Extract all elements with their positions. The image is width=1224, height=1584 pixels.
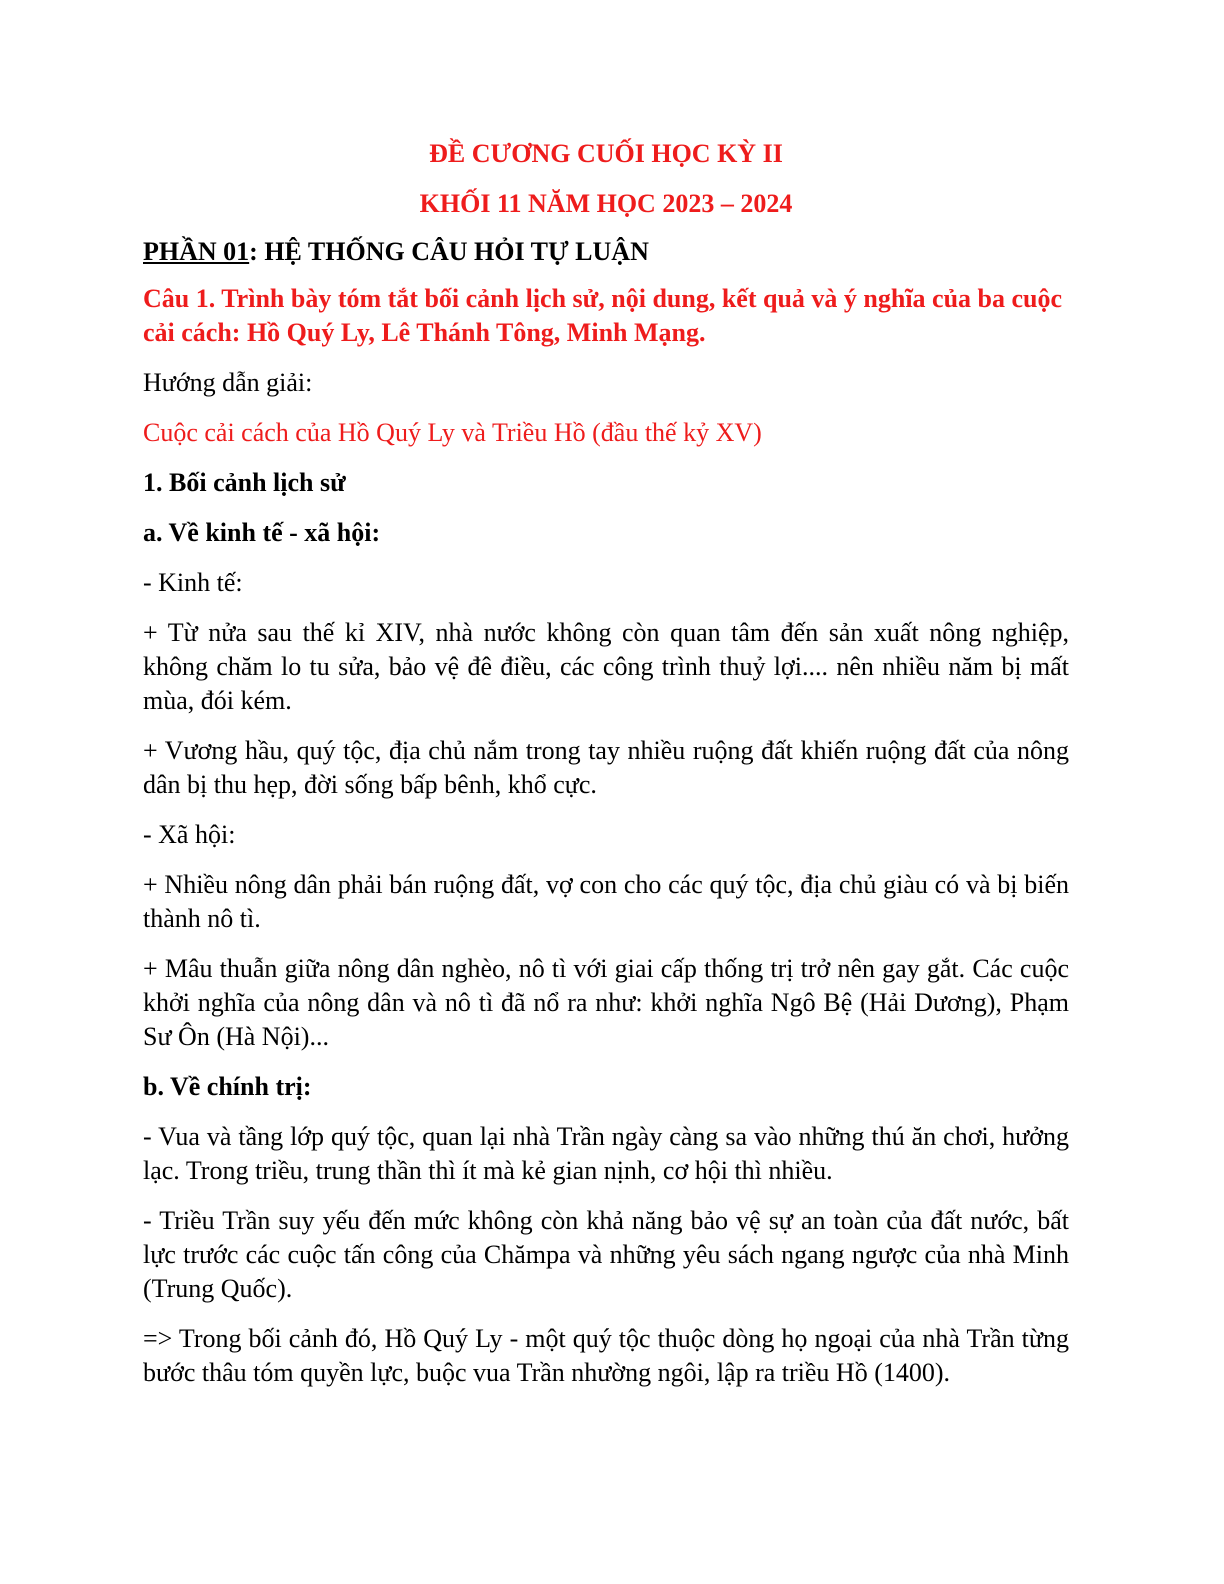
part-label: PHẦN 01 <box>143 237 250 266</box>
society-paragraph-2: + Mâu thuẫn giữa nông dân nghèo, nô tì với giai cấp thống trị trở nên gay gắt. Các cuộc khởi nghĩa của nông dân và nô tì đã nổ ra như: khởi nghĩa Ngô Bệ (Hải Dương), Phạm Sư Ôn (Hà Nội)... <box>143 954 1069 1051</box>
economy-label: - Kinh tế: <box>143 568 243 597</box>
section-heading-a: a. Về kinh tế - xã hội: <box>143 518 381 547</box>
economy-paragraph-2: + Vương hầu, quý tộc, địa chủ nắm trong tay nhiều ruộng đất khiến ruộng đất của nông dân bị thu hẹp, đời sống bấp bênh, khổ cực. <box>143 736 1069 799</box>
society-label: - Xã hội: <box>143 820 236 849</box>
economy-paragraph-1: + Từ nửa sau thế kỉ XIV, nhà nước không còn quan tâm đến sản xuất nông nghiệp, không chăm lo tu sửa, bảo vệ đê điều, các công trình thuỷ lợi.... nên nhiều năm bị mất mùa, đói kém. <box>143 618 1069 715</box>
document-title: ĐỀ CƯƠNG CUỐI HỌC KỲ II <box>429 139 783 168</box>
document-subtitle: KHỐI 11 NĂM HỌC 2023 – 2024 <box>419 189 793 218</box>
reform-title: Cuộc cải cách của Hồ Quý Ly và Triều Hồ (đầu thế kỷ XV) <box>143 418 762 447</box>
section-heading-b: b. Về chính trị: <box>143 1072 312 1101</box>
politics-paragraph-1: - Vua và tầng lớp quý tộc, quan lại nhà Trần ngày càng sa vào những thú ăn chơi, hưởng lạc. Trong triều, trung thần thì ít mà kẻ gian nịnh, cơ hội thì nhiều. <box>143 1122 1069 1185</box>
section-heading-1: 1. Bối cảnh lịch sử <box>143 468 346 497</box>
guide-label: Hướng dẫn giải: <box>143 368 313 397</box>
part-title: : HỆ THỐNG CÂU HỎI TỰ LUẬN <box>249 237 649 266</box>
politics-paragraph-2: - Triều Trần suy yếu đến mức không còn khả năng bảo vệ sự an toàn của đất nước, bất lực trước các cuộc tấn công của Chămpa và những yêu sách ngang ngược của nhà Minh (Trung Quốc). <box>143 1206 1069 1303</box>
part-heading <box>143 236 1069 268</box>
conclusion-paragraph: => Trong bối cảnh đó, Hồ Quý Ly - một quý tộc thuộc dòng họ ngoại của nhà Trần từng bước thâu tóm quyền lực, buộc vua Trần nhường ngôi, lập ra triều Hồ (1400). <box>143 1324 1069 1387</box>
document-body <box>143 138 1069 1390</box>
question-1: Câu 1. Trình bày tóm tắt bối cảnh lịch sử, nội dung, kết quả và ý nghĩa của ba cuộc cải cách: Hồ Quý Ly, Lê Thánh Tông, Minh Mạng. <box>143 284 1063 347</box>
society-paragraph-1: + Nhiều nông dân phải bán ruộng đất, vợ con cho các quý tộc, địa chủ giàu có và bị biến thành nô tì. <box>143 870 1069 933</box>
